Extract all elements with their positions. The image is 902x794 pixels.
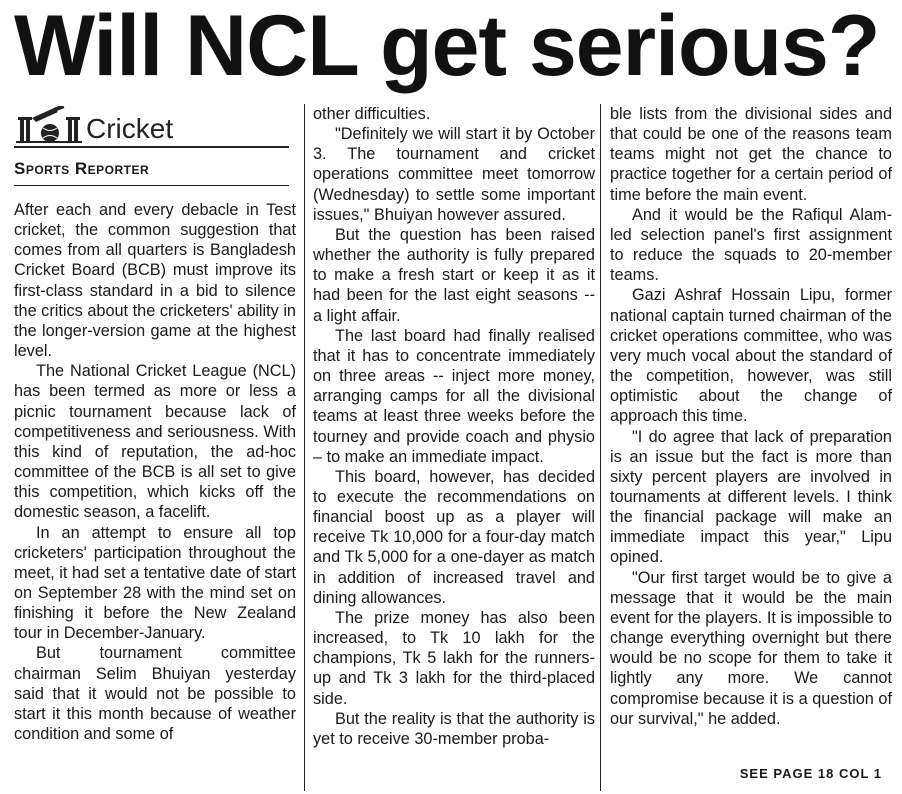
cricket-logo-icon	[14, 106, 84, 144]
article-column-3	[610, 104, 892, 794]
paragraph: "Our first target would be to give a message that it would be the main event for the players. It is impossible to change everything overnight but there would be no scope for them to take it lightly any more. We cannot compromise because it is a question of our survival," he added.	[610, 568, 892, 728]
byline: Sports Reporter	[14, 159, 150, 178]
article-column-2	[313, 104, 595, 794]
paragraph: But the reality is that the authority is yet to receive 30-member proba-	[313, 709, 595, 748]
paragraph: And it would be the Rafiqul Alam-led selection panel's first assignment to reduce the squads to 20-member teams.	[610, 205, 892, 285]
paragraph: After each and every debacle in Test cricket, the common suggestion that comes from all quarters is Bangladesh Cricket Board (BCB) must improve its first-class standard in a bid to silence the critics about the cricketers' ability in the longer-version game at the highest level.	[14, 201, 296, 361]
continuation-jump-line: SEE PAGE 18 COL 1	[739, 766, 882, 781]
headline: Will NCL get serious?	[14, 0, 880, 94]
paragraph: But the question has been raised whether the authority is fully prepared to make a fresh start or keep it as it had been for the last eight seasons -- a light affair.	[313, 225, 595, 325]
paragraph: other difficulties.	[313, 105, 431, 123]
paragraph: "Definitely we will start it by October 3. The tournament and cricket operations committee meet tomorrow (Wednesday) to settle some important issues," Bhuiyan however assured.	[313, 125, 595, 224]
paragraph: The prize money has also been increased, to Tk 10 lakh for the champions, Tk 5 lakh for the runners-up and Tk 3 lakh for the third-placed side.	[313, 608, 595, 708]
article-column-1	[14, 104, 296, 794]
column-divider	[600, 104, 601, 791]
paragraph: "I do agree that lack of preparation is an issue but the fact is more than sixty percent players are involved in tournaments at different levels. I think the financial package will make an immediate impact this year," Lipu opined.	[610, 427, 892, 567]
paragraph: But tournament committee chairman Selim Bhuiyan yesterday said that it would not be possible to start it this month because of weather condition and some of	[14, 644, 296, 744]
paragraph: The last board had finally realised that it has to concentrate immediately on three areas -- inject more money, arranging camps for all the divisional teams at least three weeks before the tourney and provide coach and physio – to make an immediate impact.	[313, 326, 595, 466]
paragraph: This board, however, has decided to execute the recommendations on financial boost up as a player will receive Tk 10,000 for a four-day match and Tk 5,000 for a one-dayer as match in addition of increased travel and dining allowances.	[313, 467, 595, 607]
paragraph: ble lists from the divisional sides and that could be one of the reasons team teams might not get the chance to practice together for a certain period of time before the main event.	[610, 105, 892, 204]
section-label: Cricket	[86, 113, 174, 144]
paragraph: In an attempt to ensure all top cricketers' participation throughout the meet, it had set a tentative date of start on September 28 with the mind set on finishing it before the New Zealand tour in December-January.	[14, 523, 296, 643]
section-rule	[14, 146, 289, 148]
paragraph: Gazi Ashraf Hossain Lipu, former national captain turned chairman of the cricket operations committee, who was very much vocal about the standard of the competition, however, was still optimistic about the change of approach this time.	[610, 286, 892, 426]
column-divider	[304, 104, 305, 791]
section-logo	[14, 104, 296, 144]
paragraph: The National Cricket League (NCL) has been termed as more or less a picnic tournament because lack of competitiveness and seriousness. With this kind of reputation, the ad-hoc committee of the BCB is all set to give this competition, which kicks off the domestic season, a facelift.	[14, 362, 296, 522]
